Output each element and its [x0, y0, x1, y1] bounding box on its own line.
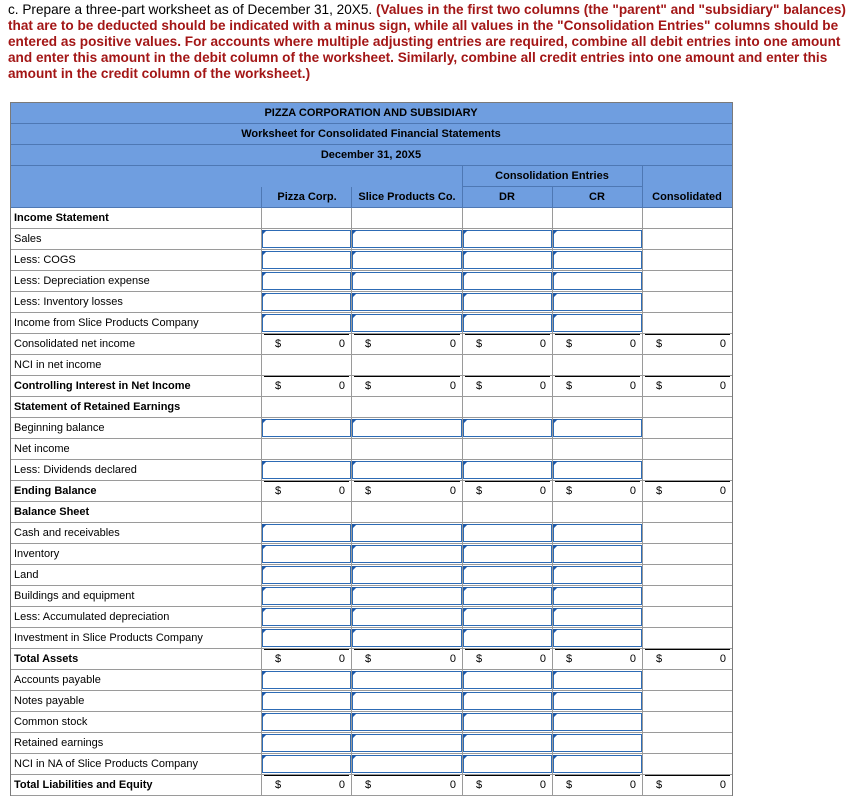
currency-symbol: $ [275, 338, 282, 350]
input-marker-icon [352, 272, 357, 277]
instructions-text: c. Prepare a three-part worksheet as of December 31, 20X5. [8, 2, 376, 17]
input-marker-icon [553, 524, 558, 529]
table-row [11, 376, 732, 397]
row-label: Retained earnings [14, 737, 104, 749]
consolidation-worksheet [10, 102, 733, 796]
currency-symbol: $ [566, 653, 573, 665]
dr-total-value: 0 [539, 338, 546, 350]
parent-input[interactable] [262, 272, 351, 290]
subsidiary-total-value: 0 [449, 653, 456, 665]
currency-symbol: $ [275, 653, 282, 665]
worksheet-date: December 31, 20X5 [320, 149, 422, 161]
input-marker-icon [262, 251, 267, 256]
currency-symbol: $ [476, 485, 483, 497]
cr-input[interactable] [553, 566, 642, 584]
input-marker-icon [553, 461, 558, 466]
col-header-subsidiary: Slice Products Co. [358, 191, 456, 203]
input-marker-icon [553, 629, 558, 634]
cr-total-value: 0 [629, 338, 636, 350]
col-header-dr: DR [499, 191, 515, 203]
cr-input[interactable] [553, 461, 642, 479]
input-marker-icon [553, 545, 558, 550]
currency-symbol: $ [656, 380, 663, 392]
cr-input[interactable] [553, 692, 642, 710]
table-row [11, 439, 732, 460]
subsidiary-input[interactable] [352, 230, 462, 248]
currency-symbol: $ [365, 338, 372, 350]
parent-total-value: 0 [338, 653, 345, 665]
title-row-worksheet [11, 124, 732, 145]
currency-symbol: $ [566, 338, 573, 350]
subsidiary-total-value: 0 [449, 485, 456, 497]
currency-symbol: $ [656, 338, 663, 350]
input-marker-icon [463, 608, 468, 613]
row-label: Income Statement [14, 212, 109, 224]
input-marker-icon [352, 461, 357, 466]
currency-symbol: $ [566, 485, 573, 497]
parent-input[interactable] [262, 524, 351, 542]
cr-input[interactable] [553, 734, 642, 752]
dr-input[interactable] [463, 713, 552, 731]
currency-symbol: $ [476, 380, 483, 392]
dr-input[interactable] [463, 272, 552, 290]
subsidiary-input[interactable] [352, 608, 462, 626]
currency-symbol: $ [365, 779, 372, 791]
table-row [11, 607, 732, 628]
dr-input[interactable] [463, 461, 552, 479]
subsidiary-input[interactable] [352, 293, 462, 311]
cr-input[interactable] [553, 251, 642, 269]
input-marker-icon [553, 671, 558, 676]
dr-input[interactable] [463, 608, 552, 626]
row-label: Statement of Retained Earnings [14, 401, 181, 413]
row-label: Total Assets [14, 653, 79, 665]
parent-total-value: 0 [338, 338, 345, 350]
table-row [11, 418, 732, 439]
table-row [11, 733, 732, 754]
cr-total-value: 0 [629, 779, 636, 791]
subsidiary-input[interactable] [352, 314, 462, 332]
subsidiary-input[interactable] [352, 461, 462, 479]
title-row-date [11, 145, 732, 166]
currency-symbol: $ [476, 653, 483, 665]
currency-symbol: $ [365, 653, 372, 665]
input-marker-icon [352, 734, 357, 739]
cr-input[interactable] [553, 545, 642, 563]
currency-symbol: $ [566, 779, 573, 791]
input-marker-icon [463, 587, 468, 592]
input-marker-icon [553, 713, 558, 718]
dr-input[interactable] [463, 671, 552, 689]
cr-input[interactable] [553, 314, 642, 332]
input-marker-icon [262, 545, 267, 550]
subsidiary-input[interactable] [352, 587, 462, 605]
input-marker-icon [463, 251, 468, 256]
input-marker-icon [352, 671, 357, 676]
cr-total-value: 0 [629, 380, 636, 392]
row-label: Net income [14, 443, 70, 455]
currency-symbol: $ [275, 380, 282, 392]
input-marker-icon [262, 608, 267, 613]
input-marker-icon [553, 230, 558, 235]
parent-input[interactable] [262, 230, 351, 248]
row-label: Consolidated net income [14, 338, 136, 350]
row-label: Ending Balance [14, 485, 97, 497]
worksheet-title: Worksheet for Consolidated Financial Statements [241, 128, 501, 140]
input-marker-icon [262, 419, 267, 424]
consolidated-total-value: 0 [719, 653, 726, 665]
input-marker-icon [463, 230, 468, 235]
parent-input[interactable] [262, 251, 351, 269]
table-row [11, 460, 732, 481]
input-marker-icon [463, 293, 468, 298]
cr-input[interactable] [553, 713, 642, 731]
subsidiary-input[interactable] [352, 419, 462, 437]
dr-input[interactable] [463, 419, 552, 437]
dr-total-value: 0 [539, 485, 546, 497]
title-row-company [11, 103, 732, 124]
dr-total-value: 0 [539, 779, 546, 791]
table-row [11, 250, 732, 271]
input-marker-icon [262, 461, 267, 466]
currency-symbol: $ [656, 653, 663, 665]
input-marker-icon [352, 230, 357, 235]
row-label: Sales [14, 233, 42, 245]
col-header-parent: Pizza Corp. [277, 191, 337, 203]
input-marker-icon [463, 566, 468, 571]
subsidiary-input[interactable] [352, 566, 462, 584]
input-marker-icon [463, 755, 468, 760]
table-row [11, 208, 732, 229]
input-marker-icon [463, 524, 468, 529]
table-row [11, 691, 732, 712]
input-marker-icon [553, 692, 558, 697]
table-row [11, 775, 732, 796]
consolidated-total-value: 0 [719, 338, 726, 350]
row-label: Beginning balance [14, 422, 105, 434]
input-marker-icon [352, 713, 357, 718]
company-title: PIZZA CORPORATION AND SUBSIDIARY [264, 107, 478, 119]
cr-input[interactable] [553, 608, 642, 626]
subsidiary-input[interactable] [352, 251, 462, 269]
row-label: Controlling Interest in Net Income [14, 380, 191, 392]
input-marker-icon [352, 419, 357, 424]
dr-input[interactable] [463, 734, 552, 752]
parent-total-value: 0 [338, 380, 345, 392]
row-label: Income from Slice Products Company [14, 317, 199, 329]
input-marker-icon [553, 734, 558, 739]
consolidated-total-value: 0 [719, 779, 726, 791]
row-label: Less: Accumulated depreciation [14, 611, 170, 623]
dr-input[interactable] [463, 251, 552, 269]
row-label: Total Liabilities and Equity [14, 779, 153, 791]
row-label: Less: Dividends declared [14, 464, 137, 476]
input-marker-icon [262, 713, 267, 718]
table-row [11, 271, 732, 292]
currency-symbol: $ [656, 485, 663, 497]
input-marker-icon [463, 671, 468, 676]
input-marker-icon [262, 587, 267, 592]
subsidiary-input[interactable] [352, 734, 462, 752]
input-marker-icon [463, 629, 468, 634]
dr-input[interactable] [463, 755, 552, 773]
input-marker-icon [262, 755, 267, 760]
input-marker-icon [463, 272, 468, 277]
input-marker-icon [352, 587, 357, 592]
subsidiary-input[interactable] [352, 272, 462, 290]
input-marker-icon [463, 545, 468, 550]
table-row [11, 481, 732, 502]
currency-symbol: $ [566, 380, 573, 392]
input-marker-icon [553, 755, 558, 760]
cr-input[interactable] [553, 629, 642, 647]
row-label: Notes payable [14, 695, 85, 707]
dr-input[interactable] [463, 587, 552, 605]
dr-total-value: 0 [539, 380, 546, 392]
dr-input[interactable] [463, 314, 552, 332]
currency-symbol: $ [275, 485, 282, 497]
subsidiary-input[interactable] [352, 545, 462, 563]
dr-input[interactable] [463, 545, 552, 563]
table-row [11, 712, 732, 733]
dr-total-value: 0 [539, 653, 546, 665]
currency-symbol: $ [476, 338, 483, 350]
parent-input[interactable] [262, 293, 351, 311]
instructions-note: (Values in the first two columns (the "parent" and "subsidiary" balances) that are to be deducted should be indicated with a minus sign, while all values in the "Consolidation Entries" columns should be entered as positive values. For accounts where multiple adjusting entries are required, combine all debit entries into one amount and enter this amount in the debit column of the worksheet. Similarly, combine all credit entries into one amount and enter this amount in the credit column of the worksheet.) [8, 2, 846, 81]
cr-input[interactable] [553, 272, 642, 290]
parent-input[interactable] [262, 755, 351, 773]
input-marker-icon [553, 419, 558, 424]
cr-input[interactable] [553, 230, 642, 248]
table-row [11, 229, 732, 250]
parent-input[interactable] [262, 608, 351, 626]
currency-symbol: $ [275, 779, 282, 791]
parent-input[interactable] [262, 587, 351, 605]
input-marker-icon [352, 251, 357, 256]
consolidated-total-value: 0 [719, 380, 726, 392]
table-row [11, 334, 732, 355]
input-marker-icon [463, 692, 468, 697]
parent-input[interactable] [262, 692, 351, 710]
input-marker-icon [553, 314, 558, 319]
input-marker-icon [352, 314, 357, 319]
input-marker-icon [463, 419, 468, 424]
input-marker-icon [463, 734, 468, 739]
input-marker-icon [262, 566, 267, 571]
input-marker-icon [553, 587, 558, 592]
input-marker-icon [352, 629, 357, 634]
consolidated-total-value: 0 [719, 485, 726, 497]
input-marker-icon [262, 629, 267, 634]
table-row [11, 586, 732, 607]
table-row [11, 670, 732, 691]
cr-input[interactable] [553, 671, 642, 689]
dr-input[interactable] [463, 629, 552, 647]
currency-symbol: $ [476, 779, 483, 791]
parent-total-value: 0 [338, 779, 345, 791]
table-row [11, 754, 732, 775]
dr-input[interactable] [463, 566, 552, 584]
parent-total-value: 0 [338, 485, 345, 497]
input-marker-icon [553, 251, 558, 256]
subsidiary-total-value: 0 [449, 380, 456, 392]
subsidiary-input[interactable] [352, 713, 462, 731]
parent-input[interactable] [262, 566, 351, 584]
row-label: Less: COGS [14, 254, 76, 266]
instructions [8, 2, 850, 82]
row-label: Land [14, 569, 39, 581]
table-row [11, 649, 732, 670]
row-label: Buildings and equipment [14, 590, 135, 602]
input-marker-icon [352, 545, 357, 550]
input-marker-icon [352, 566, 357, 571]
table-row [11, 523, 732, 544]
dr-input[interactable] [463, 230, 552, 248]
col-header-consolidated: Consolidated [652, 191, 722, 203]
input-marker-icon [352, 293, 357, 298]
dr-input[interactable] [463, 524, 552, 542]
table-row [11, 565, 732, 586]
input-marker-icon [262, 272, 267, 277]
row-label: Investment in Slice Products Company [14, 632, 203, 644]
table-row [11, 355, 732, 376]
input-marker-icon [352, 692, 357, 697]
input-marker-icon [463, 713, 468, 718]
input-marker-icon [352, 608, 357, 613]
cr-input[interactable] [553, 293, 642, 311]
parent-input[interactable] [262, 671, 351, 689]
input-marker-icon [262, 524, 267, 529]
row-label: NCI in net income [14, 359, 102, 371]
row-label: Common stock [14, 716, 88, 728]
parent-input[interactable] [262, 629, 351, 647]
row-label: Accounts payable [14, 674, 101, 686]
input-marker-icon [463, 314, 468, 319]
input-marker-icon [553, 272, 558, 277]
input-marker-icon [262, 314, 267, 319]
input-marker-icon [262, 671, 267, 676]
dr-input[interactable] [463, 692, 552, 710]
parent-input[interactable] [262, 734, 351, 752]
row-label: Less: Inventory losses [14, 296, 123, 308]
cr-input[interactable] [553, 755, 642, 773]
input-marker-icon [262, 692, 267, 697]
input-marker-icon [553, 566, 558, 571]
cr-input[interactable] [553, 587, 642, 605]
input-marker-icon [553, 608, 558, 613]
dr-input[interactable] [463, 293, 552, 311]
subsidiary-input[interactable] [352, 671, 462, 689]
cr-total-value: 0 [629, 653, 636, 665]
subsidiary-input[interactable] [352, 524, 462, 542]
subsidiary-input[interactable] [352, 692, 462, 710]
row-label: Cash and receivables [14, 527, 120, 539]
input-marker-icon [463, 461, 468, 466]
parent-input[interactable] [262, 545, 351, 563]
subsidiary-total-value: 0 [449, 779, 456, 791]
currency-symbol: $ [365, 380, 372, 392]
row-label: Balance Sheet [14, 506, 90, 518]
row-label: Inventory [14, 548, 60, 560]
row-label: Less: Depreciation expense [14, 275, 150, 287]
table-row [11, 544, 732, 565]
subsidiary-input[interactable] [352, 755, 462, 773]
currency-symbol: $ [365, 485, 372, 497]
input-marker-icon [553, 293, 558, 298]
parent-input[interactable] [262, 419, 351, 437]
input-marker-icon [262, 293, 267, 298]
subsidiary-total-value: 0 [449, 338, 456, 350]
subsidiary-input[interactable] [352, 629, 462, 647]
parent-input[interactable] [262, 461, 351, 479]
input-marker-icon [352, 524, 357, 529]
table-row [11, 628, 732, 649]
table-row [11, 292, 732, 313]
parent-input[interactable] [262, 713, 351, 731]
column-header-row [11, 166, 732, 208]
parent-input[interactable] [262, 314, 351, 332]
table-row [11, 397, 732, 418]
input-marker-icon [262, 734, 267, 739]
cr-input[interactable] [553, 524, 642, 542]
cr-total-value: 0 [629, 485, 636, 497]
row-label: NCI in NA of Slice Products Company [14, 758, 199, 770]
col-header-cr: CR [589, 191, 605, 203]
input-marker-icon [262, 230, 267, 235]
input-marker-icon [352, 755, 357, 760]
table-row [11, 502, 732, 523]
currency-symbol: $ [656, 779, 663, 791]
cr-input[interactable] [553, 419, 642, 437]
table-row [11, 313, 732, 334]
consolidation-entries-header: Consolidation Entries [495, 170, 609, 182]
